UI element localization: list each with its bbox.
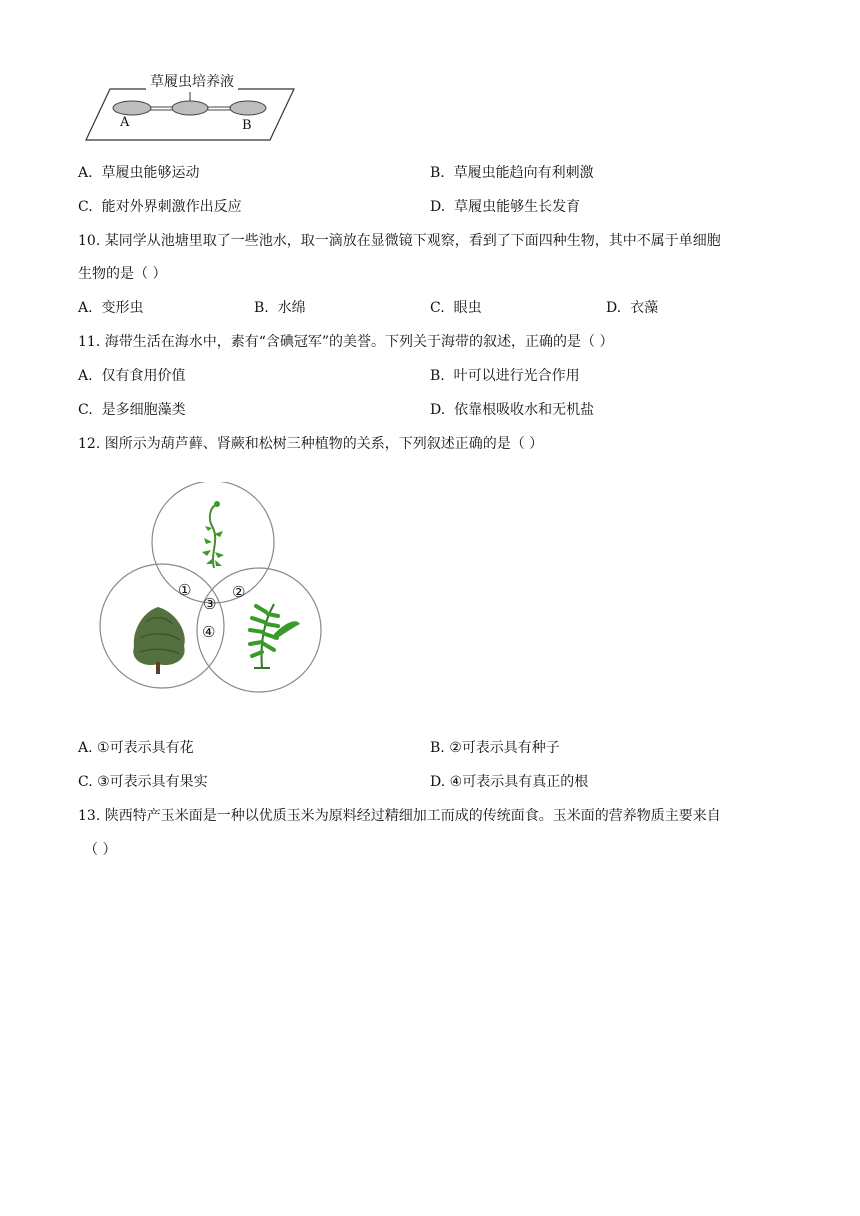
q13-stem-line1: 13. 陕西特产玉米面是一种以优质玉米为原料经过精细加工而成的传统面食。玉米面的营养物质主要来自 <box>78 808 721 824</box>
circle-moss <box>152 482 274 603</box>
q11-option-b[interactable]: B. 叶可以进行光合作用 <box>430 368 580 384</box>
q10-stem-line1: 10. 某同学从池塘里取了一些池水，取一滴放在显微镜下观察，看到了下面四种生物，其中不属于单细胞 <box>78 233 721 249</box>
q9-option-b[interactable]: B. 草履虫能趋向有利刺激 <box>430 165 594 181</box>
fern-plant-icon <box>250 604 300 668</box>
q12-option-b[interactable]: B. ②可表示具有种子 <box>430 740 560 756</box>
q9-option-d[interactable]: D. 草履虫能够生长发育 <box>430 199 581 215</box>
q12-option-a[interactable]: A. ①可表示具有花 <box>78 740 194 756</box>
q10-option-a[interactable]: A. 变形虫 <box>78 300 144 316</box>
q10-stem-line2: 生物的是（ ） <box>78 266 167 282</box>
q10-option-b[interactable]: B. 水绵 <box>254 300 306 316</box>
drop-middle <box>172 101 208 115</box>
q13-stem-line2: （ ） <box>84 842 117 858</box>
slide-label-a: A <box>120 115 130 130</box>
venn-label-3: ③ <box>203 595 217 613</box>
q11-stem-line1: 11. 海带生活在海水中，素有“含碘冠军”的美誉。下列关于海带的叙述，正确的是（ ） <box>78 334 614 350</box>
q10-option-d[interactable]: D. 衣藻 <box>606 300 659 316</box>
q11-option-d[interactable]: D. 依靠根吸收水和无机盐 <box>430 402 595 418</box>
venn-label-1: ① <box>178 581 192 599</box>
venn-diagram <box>96 482 328 696</box>
q11-option-c[interactable]: C. 是多细胞藻类 <box>78 402 186 418</box>
drop-b <box>230 101 266 115</box>
q12-option-d[interactable]: D. ④可表示具有真正的根 <box>430 774 589 790</box>
q9-option-c[interactable]: C. 能对外界刺激作出反应 <box>78 199 242 215</box>
slide-title: 草履虫培养液 <box>146 72 238 92</box>
q10-option-c[interactable]: C. 眼虫 <box>430 300 482 316</box>
q12-option-c[interactable]: C. ③可表示具有果实 <box>78 774 208 790</box>
q9-option-a[interactable]: A. 草履虫能够运动 <box>78 165 200 181</box>
moss-plant-icon <box>202 501 224 568</box>
slide-label-b: B <box>242 118 252 133</box>
drop-a <box>113 101 151 115</box>
q11-option-a[interactable]: A. 仅有食用价值 <box>78 368 186 384</box>
pine-tree-icon <box>133 607 184 674</box>
q12-stem-line1: 12. 图所示为葫芦藓、肾蕨和松树三种植物的关系，下列叙述正确的是（ ） <box>78 436 544 452</box>
venn-label-2: ② <box>232 583 246 601</box>
venn-label-4: ④ <box>202 623 216 641</box>
